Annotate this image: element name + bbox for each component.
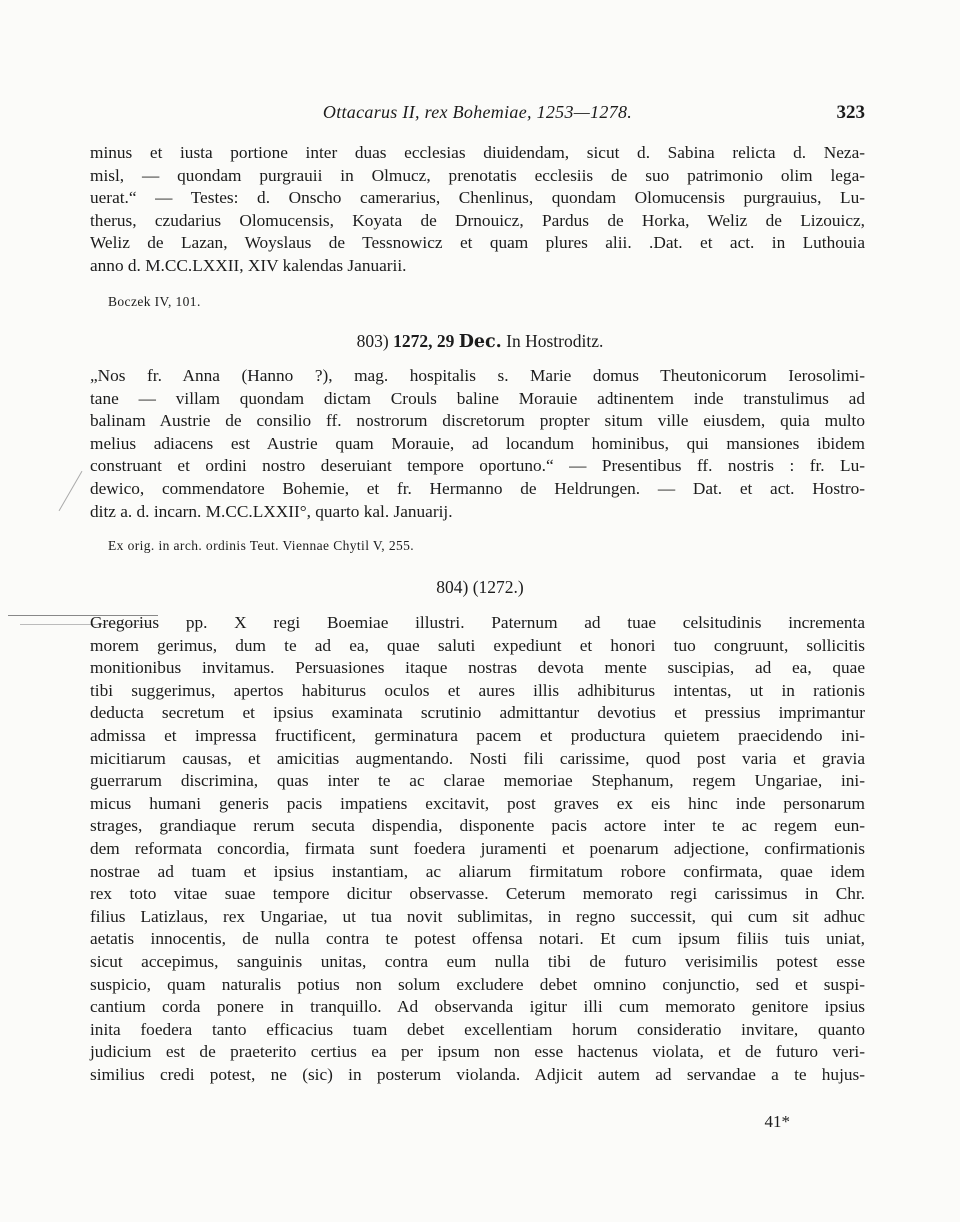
text-line: construant et ordini nostro deseruiant tempore oportuno.“ — Presentibus ff. nostris : fr. Lu- (90, 456, 865, 476)
document-heading-804: 804) (1272.) (436, 577, 524, 597)
signature-mark: 41* (764, 1112, 790, 1131)
text-line: similius credi potest, ne (sic) in posterum violanda. Adjicit autem ad servandae a te hujus- (90, 1064, 865, 1084)
text-line: strages, grandiaque rerum secuta dispendia, disponente pacis actore inter te ac regem eun- (90, 816, 865, 836)
text-line: minus et iusta portione inter duas ecclesias diuidendam, sicut d. Sabina relicta d. Neza- (90, 143, 865, 162)
text-line: nostrae ad tuam et ipsius instantiam, ac aliarum firmitatum robore confirmata, quae idem (90, 861, 865, 881)
source-citation: Boczek IV, 101. (108, 294, 201, 309)
continuation-text (90, 142, 865, 278)
text-line: cantium corda ponere in tranquillo. Ad observanda igitur illi cum memorato genitore ipsius (90, 997, 865, 1017)
text-line: filius Latizlaus, rex Ungariae, ut tua novit sublimitas, in regno successit, qui cum sit adhuc (90, 906, 865, 926)
text-line: suspicio, quam naturalis potius non solum excludere debet omnino conjunctio, sed et suspi- (90, 974, 865, 994)
text-line: judicium est de praeterito certius ea per ipsum non esse hactenus violata, et de futuro veri- (90, 1042, 865, 1062)
text-line: tane — villam quondam dictam Crouls baline Morauie adtinentem inde transtulimus ad (90, 388, 865, 408)
document-803-text (90, 365, 865, 523)
text-line: rex toto vitae suae tempore dicitur observasse. Ceterum memorato regi carissimus in Chr. (90, 884, 865, 904)
running-title: Ottacarus II, rex Bohemiae, 1253—1278. (322, 102, 633, 122)
text-line: micitiarum causas, et amicitias augmentando. Nosti fili carissime, quod post varia et gravia (90, 748, 865, 768)
text-line: micus humani generis pacis impatiens excitavit, post graves ex eis hinc inde personarum (90, 793, 865, 813)
text-line: uerat.“ — Testes: d. Onscho camerarius, Chenlinus, quondam Olomucensis purgrauius, Lu- (90, 188, 865, 208)
text-line: misl, — quondam purgrauii in Olmucz, prenotatis ecclesiis de suo patrimonio olim lega- (90, 165, 865, 185)
text-line: „Nos fr. Anna (Hanno ?), mag. hospitalis s. Marie domus Theutonicorum Ierosolimi- (90, 366, 865, 385)
text-line: melius adiacens est Austrie quam Morauie, ad locandum hominibus, qui mansiones ibidem (90, 433, 865, 453)
text-line: deducta secretum et ipsius examinata scrutinio admittantur devotius et pressius imprimantur (90, 703, 865, 723)
document-place: In Hostroditz. (506, 331, 604, 351)
text-line: Gregorius pp. X regi Boemiae illustri. Paternum ad tuae celsitudinis incrementa (90, 613, 865, 632)
document-date: 1272, 29 (393, 331, 455, 351)
text-line: monitionibus invitamus. Persuasiones itaque nostras devota mente suscipias, ad ea, quae (90, 658, 865, 678)
text-line: Weliz de Lazan, Woyslaus de Tessnowicz et quam plures alii. .Dat. et act. in Luthouia (90, 233, 865, 253)
text-line: balinam Austrie de consilio ff. nostrorum discretorum propter situm ville eiusdem, quia multo (90, 411, 865, 431)
source-citation-803: Ex orig. in arch. ordinis Teut. Viennae Chytil V, 255. (108, 538, 415, 553)
text-line: guerrarum discrimina, quas inter te ac clarae memoriae Stephanum, regem Ungariae, ini- (90, 771, 865, 791)
text-line: dem reformata concordia, firmata sunt foedera juramenti et poenarum adjectione, confirmationis (90, 838, 865, 858)
page-header (90, 102, 865, 128)
text-line: therus, czudarius Olomucensis, Koyata de Drnouicz, Pardus de Horka, Weliz de Lizouicz, (90, 210, 865, 230)
text-line: tibi suggerimus, apertos habiturus oculos et aures illis adhibiturus intentas, ut in rationis (90, 680, 865, 700)
text-line: admissa et impressa fructificent, germinatura pacem et productura quietem praecidendo ini- (90, 725, 865, 745)
document-number: 803) (356, 331, 389, 351)
text-line: sicut accepimus, sanguinis unitas, contra eum nulla tibi de futuro verisimilis potest esse (90, 951, 865, 971)
text-line: anno d. M.CC.LXXII, XIV kalendas Januarii. (90, 255, 407, 275)
text-line: morem gerimus, dum te ad ea, quae saluti expediunt et honori tuo congruunt, sollicitis (90, 635, 865, 655)
text-line: dewico, commendatore Bohemie, et fr. Hermanno de Heldrungen. — Dat. et act. Hostro- (90, 478, 865, 498)
text-line: inita foedera tanto efficacius tuam debet excellentiam horum consideratio invitare, quanto (90, 1019, 865, 1039)
text-line: aetatis innocentis, de nulla contra te potest offensa notari. Et cum ipsum filiis tuis uniat, (90, 929, 865, 949)
document-month: Dec. (458, 332, 502, 352)
document-804-text (90, 612, 865, 1086)
document-heading-803 (0, 331, 960, 352)
text-line: ditz a. d. incarn. M.CC.LXXII°, quarto kal. Januarij. (90, 501, 453, 521)
page-number: 323 (836, 102, 865, 123)
margin-mark (59, 471, 83, 511)
